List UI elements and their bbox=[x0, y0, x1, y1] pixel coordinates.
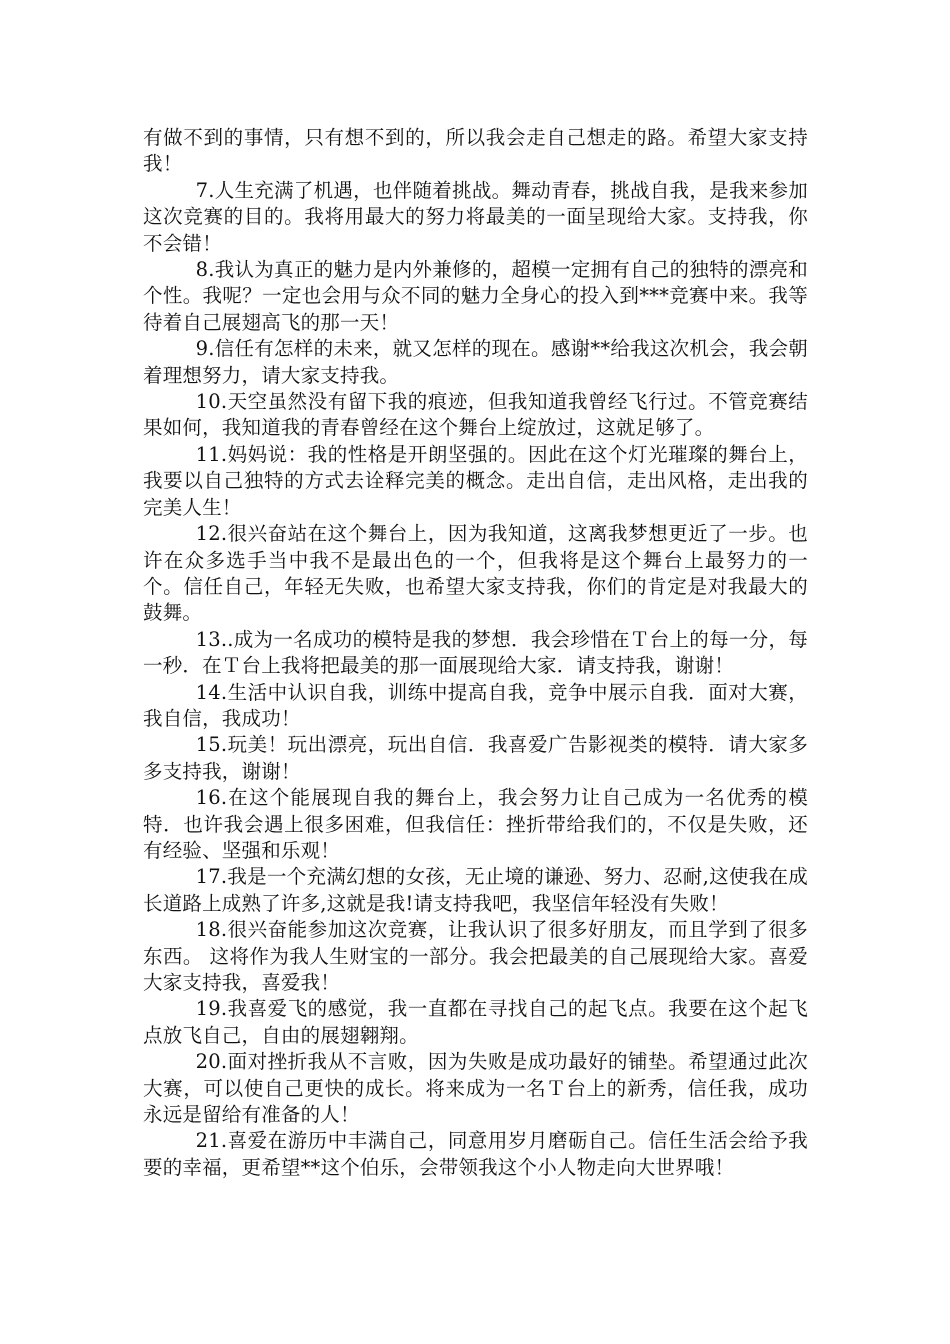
document-body bbox=[143, 125, 808, 1181]
paragraph-item-10: 10.天空虽然没有留下我的痕迹，但我知道我曾经飞行过。不管竞赛结果如何，我知道我的青春曾经在这个舞台上绽放过，这就足够了。 bbox=[143, 390, 808, 440]
paragraph-item-17: 17.我是一个充满幻想的女孩，无止境的谦逊、努力、忍耐,这使我在成长道路上成熟了许多,这就是我!请支持我吧，我坚信年轻没有失败！ bbox=[143, 865, 808, 915]
paragraph-item-15: 15.玩美！玩出漂亮，玩出自信．我喜爱广告影视类的模特．请大家多多支持我，谢谢！ bbox=[143, 733, 808, 783]
paragraph-item-9: 9.信任有怎样的未来，就又怎样的现在。感谢**给我这次机会，我会朝着理想努力，请大家支持我。 bbox=[143, 337, 808, 387]
paragraph-item-21: 21.喜爱在游历中丰满自己，同意用岁月磨砺自己。信任生活会给予我要的幸福，更希望**这个伯乐，会带领我这个小人物走向大世界哦！ bbox=[143, 1129, 808, 1179]
paragraph-item-18: 18.很兴奋能参加这次竞赛，让我认识了很多好朋友，而且学到了很多东西。 这将作为我人生财宝的一部分。我会把最美的自己展现给大家。喜爱大家支持我，喜爱我！ bbox=[143, 918, 808, 994]
paragraph-item-8: 8.我认为真正的魅力是内外兼修的，超模一定拥有自己的独特的漂亮和个性。我呢？一定也会用与众不同的魅力全身心的投入到***竞赛中来。我等待着自己展翅高飞的那一天！ bbox=[143, 258, 808, 334]
paragraph-item-14: 14.生活中认识自我，训练中提高自我，竞争中展示自我．面对大赛，我自信，我成功！ bbox=[143, 680, 808, 730]
paragraph-item-7: 7.人生充满了机遇，也伴随着挑战。舞动青春，挑战自我，是我来参加这次竞赛的目的。我将用最大的努力将最美的一面呈现给大家。支持我，你不会错！ bbox=[143, 178, 808, 255]
paragraph-item-11: 11.妈妈说：我的性格是开朗坚强的。因此在这个灯光璀璨的舞台上，我要以自己独特的方式去诠释完美的概念。走出自信，走出风格，走出我的完美人生！ bbox=[143, 442, 808, 519]
paragraph-item-19: 19.我喜爱飞的感觉，我一直都在寻找自己的起飞点。我要在这个起飞点放飞自己，自由的展翅翱翔。 bbox=[143, 997, 808, 1047]
paragraph-item-16: 16.在这个能展现自我的舞台上，我会努力让自己成为一名优秀的模特．也许我会遇上很多困难，但我信任：挫折带给我们的，不仅是失败，还有经验、坚强和乐观！ bbox=[143, 786, 808, 862]
paragraph-item-20: 20.面对挫折我从不言败，因为失败是成功最好的铺垫。希望通过此次大赛，可以使自己更快的成长。将来成为一名Ｔ台上的新秀，信任我，成功永远是留给有准备的人！ bbox=[143, 1050, 808, 1127]
paragraph-item-13: 13..成为一名成功的模特是我的梦想．我会珍惜在Ｔ台上的每一分，每一秒．在Ｔ台上我将把最美的那一面展现给大家．请支持我，谢谢！ bbox=[143, 627, 808, 678]
paragraph-continuation: 有做不到的事情，只有想不到的，所以我会走自己想走的路。希望大家支持我！ bbox=[143, 126, 808, 176]
paragraph-item-12: 12.很兴奋站在这个舞台上，因为我知道，这离我梦想更近了一步。也许在众多选手当中我不是最出色的一个，但我将是这个舞台上最努力的一个。信任自己，年轻无失败，也希望大家支持我，你们的肯定是对我最大的鼓舞。 bbox=[143, 522, 808, 625]
